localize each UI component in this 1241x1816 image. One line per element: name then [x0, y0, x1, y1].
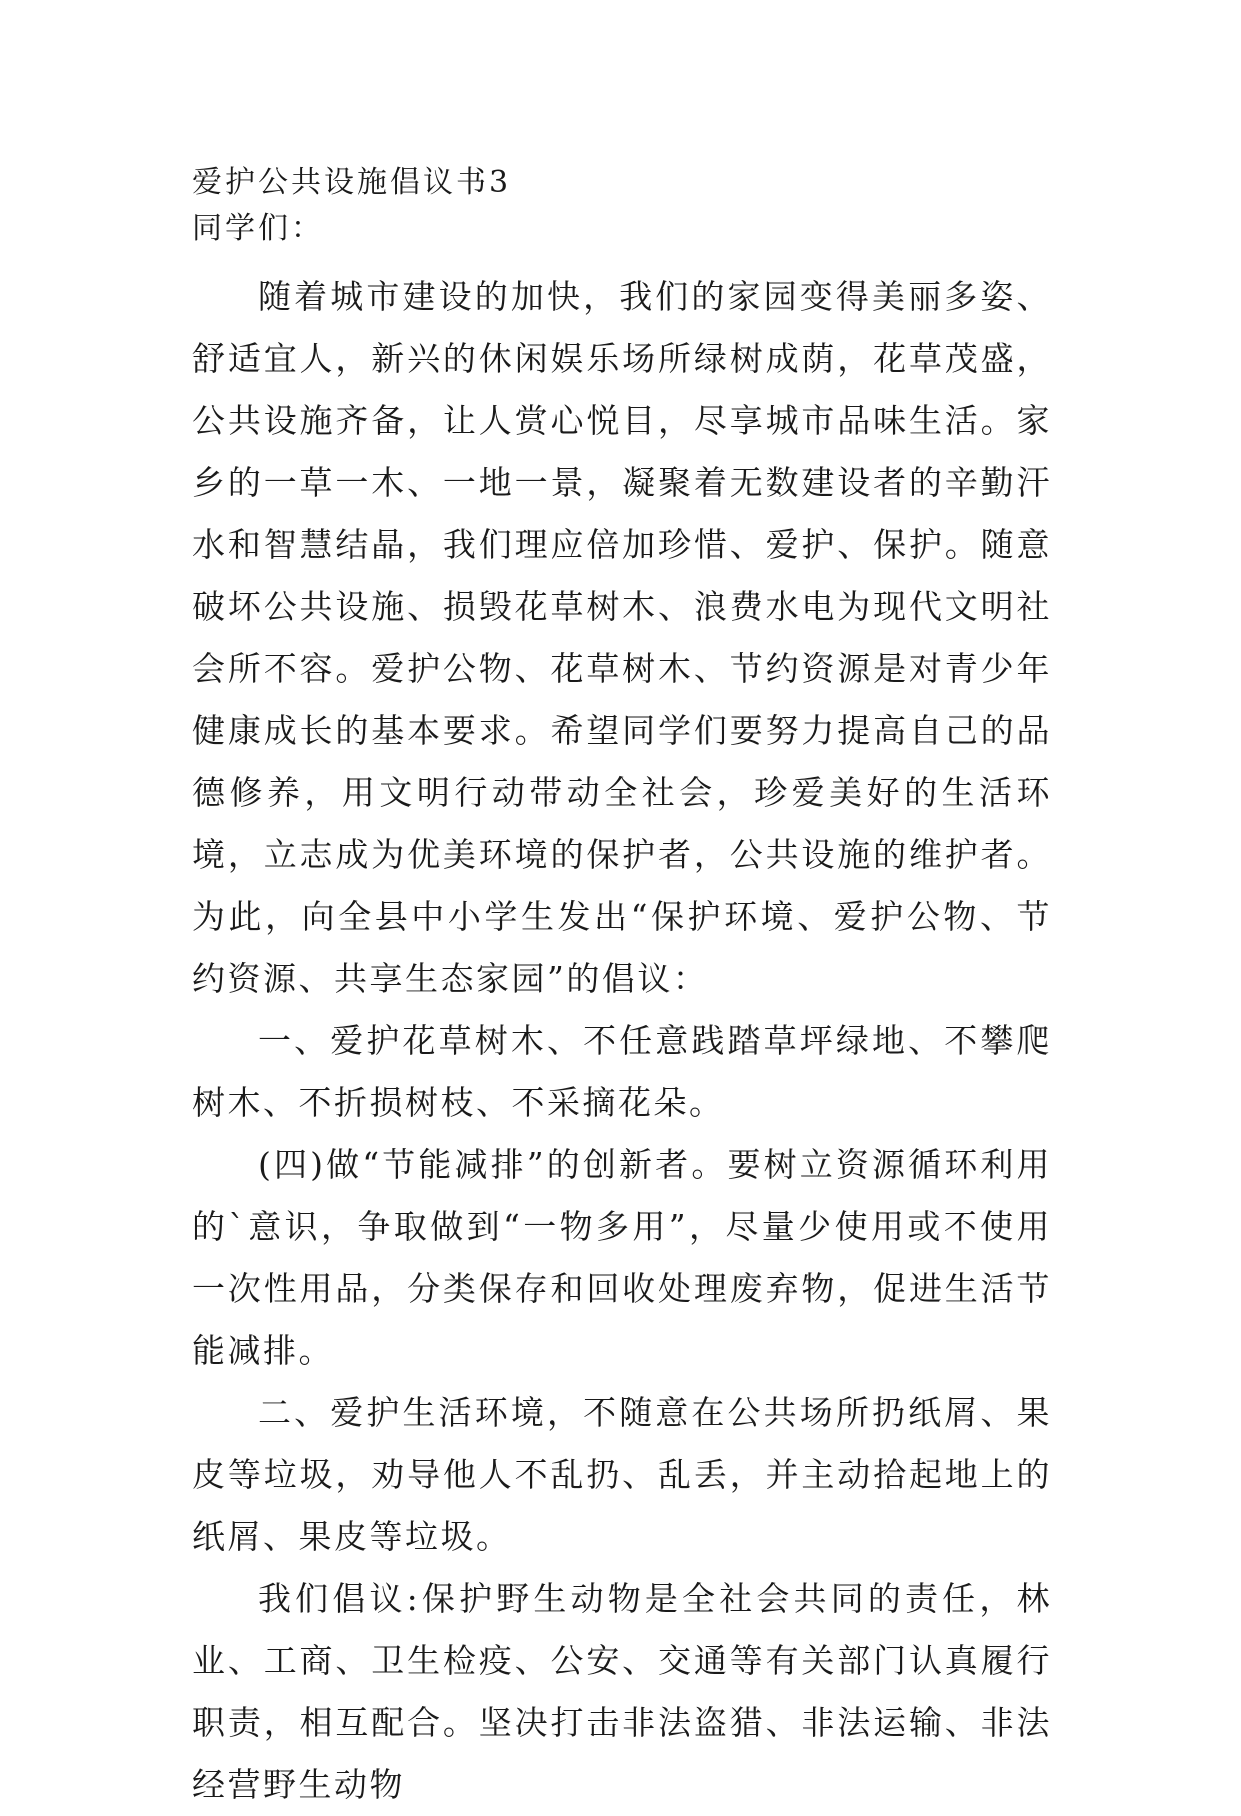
paragraph-item-4: (四)做“节能减排”的创新者。要树立资源循环利用的`意识，争取做到“一物多用”，尽量少使用或不使用一次性用品，分类保存和回收处理废弃物，促进生活节能减排。 [192, 1145, 1052, 1370]
document-title: 爱护公共设施倡议书3 [192, 165, 512, 200]
paragraph-item-2: 二、爱护生活环境，不随意在公共场所扔纸屑、果皮等垃圾，劝导他人不乱扔、乱丢，并主动拾起地上的纸屑、果皮等垃圾。 [192, 1393, 1052, 1556]
paragraph-item-1: 一、爱护花草树木、不任意践踏草坪绿地、不攀爬树木、不折损树枝、不采摘花朵。 [192, 1021, 1052, 1122]
document-body [192, 160, 1052, 1816]
paragraph-proposal: 我们倡议:保护野生动物是全社会共同的责任，林业、工商、卫生检疫、公安、交通等有关部门认真履行职责，相互配合。坚决打击非法盗猎、非法运输、非法经营野生动物 [192, 1579, 1052, 1804]
salutation: 同学们： [192, 211, 324, 246]
paragraph-intro: 随着城市建设的加快，我们的家园变得美丽多姿、舒适宜人，新兴的休闲娱乐场所绿树成荫，花草茂盛，公共设施齐备，让人赏心悦目，尽享城市品味生活。家乡的一草一木、一地一景，凝聚着无数建设者的辛勤汗水和智慧结晶，我们理应倍加珍惜、爱护、保护。随意破坏公共设施、损毁花草树木、浪费水电为现代文明社会所不容。爱护公物、花草树木、节约资源是对青少年健康成长的基本要求。希望同学们要努力提高自己的品德修养，用文明行动带动全社会，珍爱美好的生活环境，立志成为优美环境的保护者，公共设施的维护者。为此，向全县中小学生发出“保护环境、爱护公物、节约资源、共享生态家园”的倡议： [192, 277, 1052, 998]
